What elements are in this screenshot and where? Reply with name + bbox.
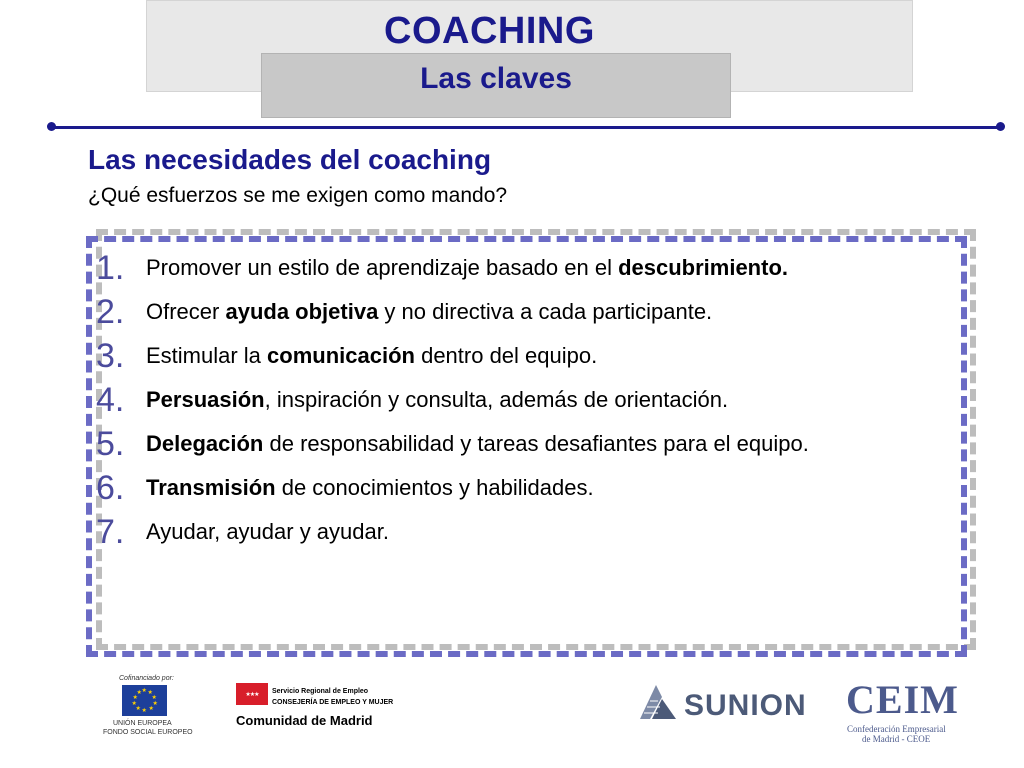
list-item	[96, 334, 956, 378]
list-item-number: 6.	[96, 469, 125, 507]
section-question: ¿Qué esfuerzos se me exigen como mando?	[88, 184, 508, 207]
list-item	[96, 422, 956, 466]
list-item	[96, 510, 956, 554]
list-item-number: 2.	[96, 293, 125, 331]
madrid-flag-icon: ★★★	[236, 683, 268, 705]
madrid-name: Comunidad de Madrid	[236, 713, 373, 728]
list-item-text: de responsabilidad y tareas desafiantes para el equipo.	[263, 431, 809, 456]
page-subtitle: Las claves	[420, 62, 572, 95]
sunion-logo-text: SUNION	[684, 689, 807, 722]
list-item-number: 1.	[96, 249, 125, 287]
list-item-text: Estimular la	[146, 343, 268, 368]
section-heading: Las necesidades del coaching	[88, 144, 492, 175]
list-item-emphasis: comunicación	[267, 343, 415, 368]
ceim-logo: CEIM	[846, 677, 959, 722]
ceim-line2: de Madrid - CEOE	[862, 734, 931, 744]
madrid-service: Servicio Regional de Empleo	[272, 688, 369, 695]
eu-fund: FONDO SOCIAL EUROPEO	[103, 729, 193, 736]
list-item-text: , inspiración y consulta, además de orientación.	[264, 387, 729, 412]
list-item-emphasis: Persuasión	[146, 387, 265, 412]
eu-name: UNIÓN EUROPEA	[113, 720, 172, 727]
subtitle-box	[261, 53, 731, 118]
eu-flag-icon: ★ ★ ★ ★ ★ ★ ★ ★ ★ ★	[122, 685, 167, 716]
list-item-number: 5.	[96, 425, 125, 463]
divider-dot-right	[996, 122, 1005, 131]
list-item	[96, 246, 956, 290]
needs-list	[96, 246, 956, 554]
page-title: COACHING	[384, 10, 595, 52]
ceim-line1: Confederación Empresarial	[847, 724, 946, 734]
list-item-text: Promover un estilo de aprendizaje basado en el	[146, 255, 619, 280]
list-item-number: 4.	[96, 381, 125, 419]
madrid-department: CONSEJERÍA DE EMPLEO Y MUJER	[272, 699, 394, 706]
list-item	[96, 378, 956, 422]
list-item-text: Ofrecer	[146, 299, 226, 324]
eu-cofinanced-label: Cofinanciado por:	[119, 675, 174, 682]
list-item-emphasis: ayuda objetiva	[225, 299, 379, 324]
list-item-emphasis: Transmisión	[146, 475, 276, 500]
list-item-text: dentro del equipo.	[414, 343, 598, 368]
list-item-emphasis: Delegación	[146, 431, 264, 456]
list-item	[96, 466, 956, 510]
divider-dot-left	[47, 122, 56, 131]
list-item-text: Ayudar, ayudar y ayudar.	[146, 519, 389, 544]
list-item-emphasis: descubrimiento.	[618, 255, 788, 280]
list-item-text: de conocimientos y habilidades.	[275, 475, 594, 500]
list-item-number: 7.	[96, 513, 125, 551]
sunion-logo-icon	[636, 683, 680, 721]
list-item-number: 3.	[96, 337, 125, 375]
divider-line	[51, 126, 1001, 129]
list-item-text: y no directiva a cada participante.	[378, 299, 713, 324]
list-item	[96, 290, 956, 334]
